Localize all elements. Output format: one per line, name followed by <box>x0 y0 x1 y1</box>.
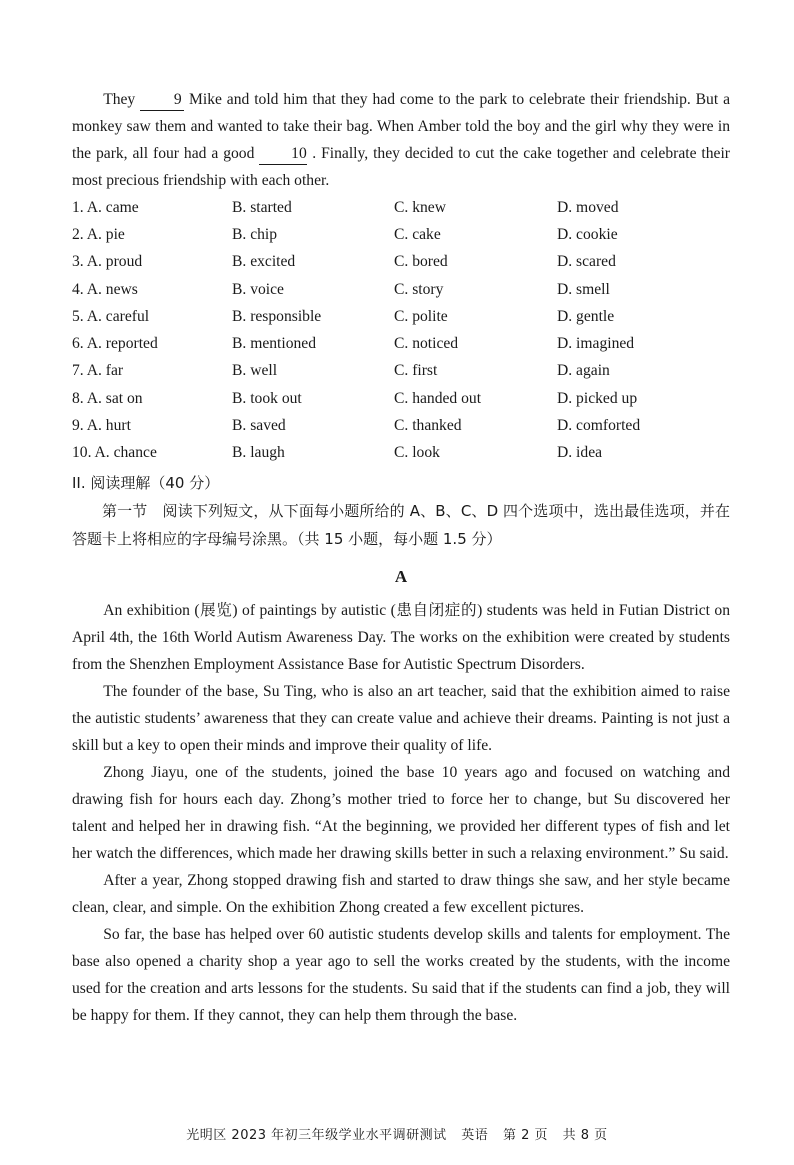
option-row-9 <box>72 412 730 439</box>
footer-total-pages: 共 8 页 <box>562 1128 608 1143</box>
blank-10: 10 <box>259 144 307 165</box>
option-d: D. again <box>557 362 610 380</box>
option-d: D. cookie <box>557 225 618 243</box>
option-a: 3. A. proud <box>72 253 143 271</box>
passage-paragraph-2: The founder of the base, Su Ting, who is also an art teacher, said that the exhibition aimed to raise the autistic students’ awareness that they can create value and achieve their dreams. Painting is not just a skill but a key to open their minds and improve their quality of life. <box>72 682 730 754</box>
option-a: 9. A. hurt <box>72 417 131 435</box>
cloze-passage-ending <box>72 86 730 194</box>
option-d: D. comforted <box>557 417 641 435</box>
option-b: B. voice <box>232 280 284 298</box>
option-row-4 <box>72 276 730 303</box>
option-d: D. scared <box>557 253 616 271</box>
option-b: B. started <box>232 198 292 216</box>
option-b: B. excited <box>232 253 296 271</box>
cloze-text-2: Mike and told him that they had come to the park to celebrate their friendship. But a monkey saw them and wanted to take their bag. When Amber told the boy and the girl why they were in the park, all four had a good <box>72 91 730 162</box>
option-row-10 <box>72 440 730 467</box>
blank-9: 9 <box>140 90 184 111</box>
option-b: B. well <box>232 362 278 380</box>
passage-paragraph-4: After a year, Zhong stopped drawing fish and started to draw things she saw, and her style became clean, clear, and simple. On the exhibition Zhong created a few excellent pictures. <box>72 871 730 916</box>
option-a: 8. A. sat on <box>72 389 143 407</box>
cloze-text-3: . Finally, they decided to cut the cake together and celebrate their most precious friendship with each other. <box>72 145 730 189</box>
footer-page-number: 第 2 页 <box>502 1128 548 1143</box>
option-d: D. idea <box>557 444 603 462</box>
option-a: 1. A. came <box>72 198 139 216</box>
passage-title: A <box>394 566 408 586</box>
option-row-7 <box>72 358 730 385</box>
passage-paragraph-5: So far, the base has helped over 60 autistic students develop skills and talents for employment. The base also opened a charity shop a year ago to sell the works created by the students, with the income used for the creation and arts lessons for the students. Su said that if the students can find a job, they will be happy for them. If they cannot, they can help them through the base. <box>72 925 730 1024</box>
option-row-8 <box>72 385 730 412</box>
option-a: 7. A. far <box>72 362 124 380</box>
option-c: C. handed out <box>394 389 482 407</box>
option-b: B. mentioned <box>232 335 317 353</box>
footer-exam-name: 光明区 2023 年初三年级学业水平调研测试 <box>186 1128 447 1143</box>
option-a: 4. A. news <box>72 280 138 298</box>
page-footer <box>0 1124 794 1143</box>
option-c: C. noticed <box>394 335 459 353</box>
option-row-6 <box>72 330 730 357</box>
option-list <box>72 194 730 467</box>
option-a: 6. A. reported <box>72 335 158 353</box>
option-a: 10. A. chance <box>72 444 157 462</box>
option-row-3 <box>72 249 730 276</box>
option-c: C. story <box>394 280 444 298</box>
option-b: B. responsible <box>232 307 322 325</box>
option-a: 5. A. careful <box>72 307 150 325</box>
passage-paragraph-3: Zhong Jiayu, one of the students, joined the base 10 years ago and focused on watching and drawing fish for hours each day. Zhong’s mother tried to force her to change, but Su discovered her talent and helped her in drawing fish. “At the beginning, we provided her different types of fish and let her watch the differences, which made her drawing skills better in such a relaxing environment.” Su said. <box>72 763 730 862</box>
passage-paragraph-1: An exhibition (展览) of paintings by autistic (患自闭症的) students was held in Futian District on April 4th, the 16th World Autism Awareness Day. The works on the exhibition were created by students from the Shenzhen Employment Assistance Base for Autistic Spectrum Disorders. <box>72 601 730 673</box>
option-c: C. knew <box>394 198 446 216</box>
option-c: C. look <box>394 444 440 462</box>
option-d: D. moved <box>557 198 619 216</box>
option-d: D. picked up <box>557 389 638 407</box>
option-d: D. imagined <box>557 335 635 353</box>
section-heading: II. 阅读理解（40 分） <box>72 473 220 492</box>
option-a: 2. A. pie <box>72 225 125 243</box>
option-c: C. first <box>394 362 438 380</box>
option-row-5 <box>72 303 730 330</box>
option-b: B. took out <box>232 389 302 407</box>
option-c: C. thanked <box>394 417 462 435</box>
option-row-1 <box>72 194 730 221</box>
option-row-2 <box>72 221 730 248</box>
option-c: C. bored <box>394 253 448 271</box>
option-b: B. saved <box>232 417 286 435</box>
cloze-text-1: They <box>103 91 136 108</box>
option-d: D. smell <box>557 280 610 298</box>
option-b: B. laugh <box>232 444 285 462</box>
option-b: B. chip <box>232 225 278 243</box>
footer-subject: 英语 <box>461 1128 489 1143</box>
section-instruction: 第一节 阅读下列短文，从下面每小题所给的 A、B、C、D 四个选项中，选出最佳选项，并在答题卡上将相应的字母编号涂黑。（共 15 小题，每小题 1.5 分） <box>72 501 730 548</box>
option-c: C. cake <box>394 225 441 243</box>
option-c: C. polite <box>394 307 448 325</box>
option-d: D. gentle <box>557 307 615 325</box>
